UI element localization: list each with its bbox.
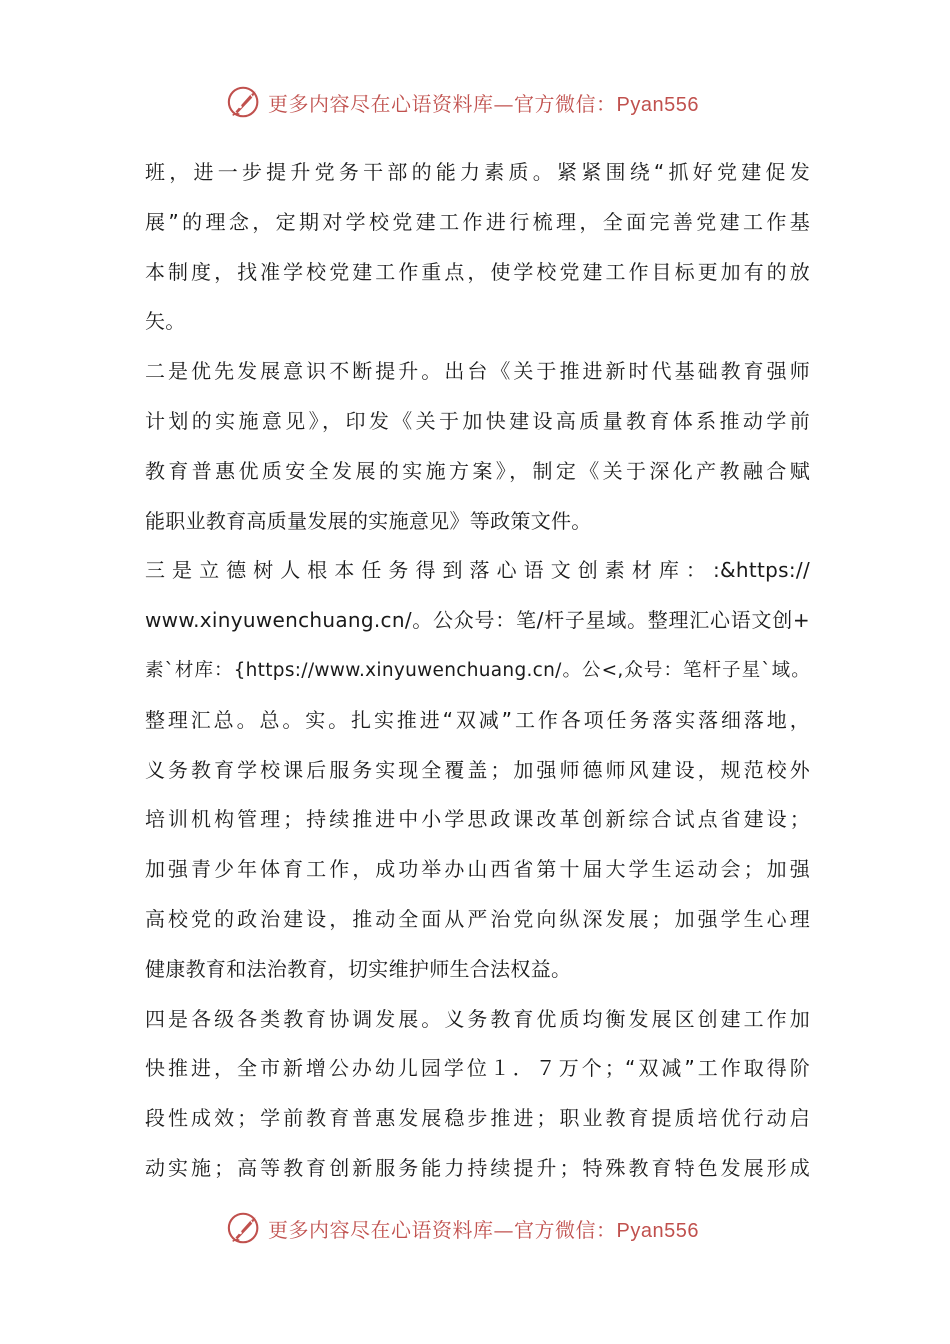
body-line: 整理汇总。总。实。扎实推进“双减”工作各项任务落实落细落地， bbox=[145, 707, 810, 732]
body-line: 动实施；高等教育创新服务能力持续提升；特殊教育特色发展形成 bbox=[145, 1155, 810, 1180]
body-line: 展”的理念，定期对学校党建工作进行梳理，全面完善党建工作基 bbox=[145, 209, 810, 234]
body-line: 班，进一步提升党务干部的能力素质。紧紧围绕“抓好党建促发 bbox=[145, 160, 810, 184]
banner-contact-id: Pyan556 bbox=[616, 1219, 699, 1242]
body-line: 高校党的政治建设，推动全面从严治党向纵深发展；加强学生心理 bbox=[145, 906, 810, 931]
body-line: 义务教育学校课后服务实现全覆盖；加强师德师风建设，规范校外 bbox=[145, 757, 810, 782]
header-banner bbox=[226, 82, 746, 122]
pen-nib-logo-icon bbox=[226, 83, 264, 121]
document-body bbox=[145, 148, 810, 1194]
body-line: 教育普惠优质安全发展的实施方案》，制定《关于深化产教融合赋 bbox=[145, 458, 810, 483]
banner-text bbox=[268, 88, 699, 117]
body-line: 素`材库：{https://www.xinyuwenchuang.cn/。公<,众号：笔杆子星`域。 bbox=[145, 659, 810, 681]
body-line: 本制度，找准学校党建工作重点，使学校党建工作目标更加有的放 bbox=[145, 259, 810, 284]
body-line: 培训机构管理；持续推进中小学思政课改革创新综合试点省建设； bbox=[145, 807, 810, 832]
pen-nib-logo-icon bbox=[226, 1209, 264, 1247]
banner-contact-label: 官方微信： bbox=[514, 91, 617, 116]
banner-contact-label: 官方微信： bbox=[514, 1217, 617, 1242]
banner-title: 更多内容尽在心语资料库 bbox=[268, 1217, 494, 1242]
body-line: 健康教育和法治教育，切实维护师生合法权益。 bbox=[145, 956, 572, 981]
banner-separator: — bbox=[493, 91, 514, 116]
body-line: 矢。 bbox=[145, 309, 186, 334]
footer-banner bbox=[226, 1208, 746, 1248]
body-line: www.xinyuwenchuang.cn/。公众号：笔/杆子星域。整理汇心语文创+ bbox=[145, 608, 810, 633]
body-line: 计划的实施意见》，印发《关于加快建设高质量教育体系推动学前 bbox=[145, 408, 810, 433]
body-line: 快推进，全市新增公办幼儿园学位１．７万个；“双减”工作取得阶 bbox=[145, 1056, 810, 1081]
body-line: 加强青少年体育工作，成功举办山西省第十届大学生运动会；加强 bbox=[145, 857, 810, 882]
banner-text bbox=[268, 1214, 699, 1243]
body-line: 能职业教育高质量发展的实施意见》等政策文件。 bbox=[145, 508, 592, 533]
body-line: 二是优先发展意识不断提升。出台《关于推进新时代基础教育强师 bbox=[145, 359, 810, 384]
body-line: 三是立德树人根本任务得到落心语文创素材库：:&https:// bbox=[145, 558, 810, 583]
banner-title: 更多内容尽在心语资料库 bbox=[268, 91, 494, 116]
banner-contact-id: Pyan556 bbox=[616, 93, 699, 116]
body-line: 四是各级各类教育协调发展。义务教育优质均衡发展区创建工作加 bbox=[145, 1006, 810, 1031]
body-line: 段性成效；学前教育普惠发展稳步推进；职业教育提质培优行动启 bbox=[145, 1106, 810, 1131]
banner-separator: — bbox=[493, 1217, 514, 1242]
